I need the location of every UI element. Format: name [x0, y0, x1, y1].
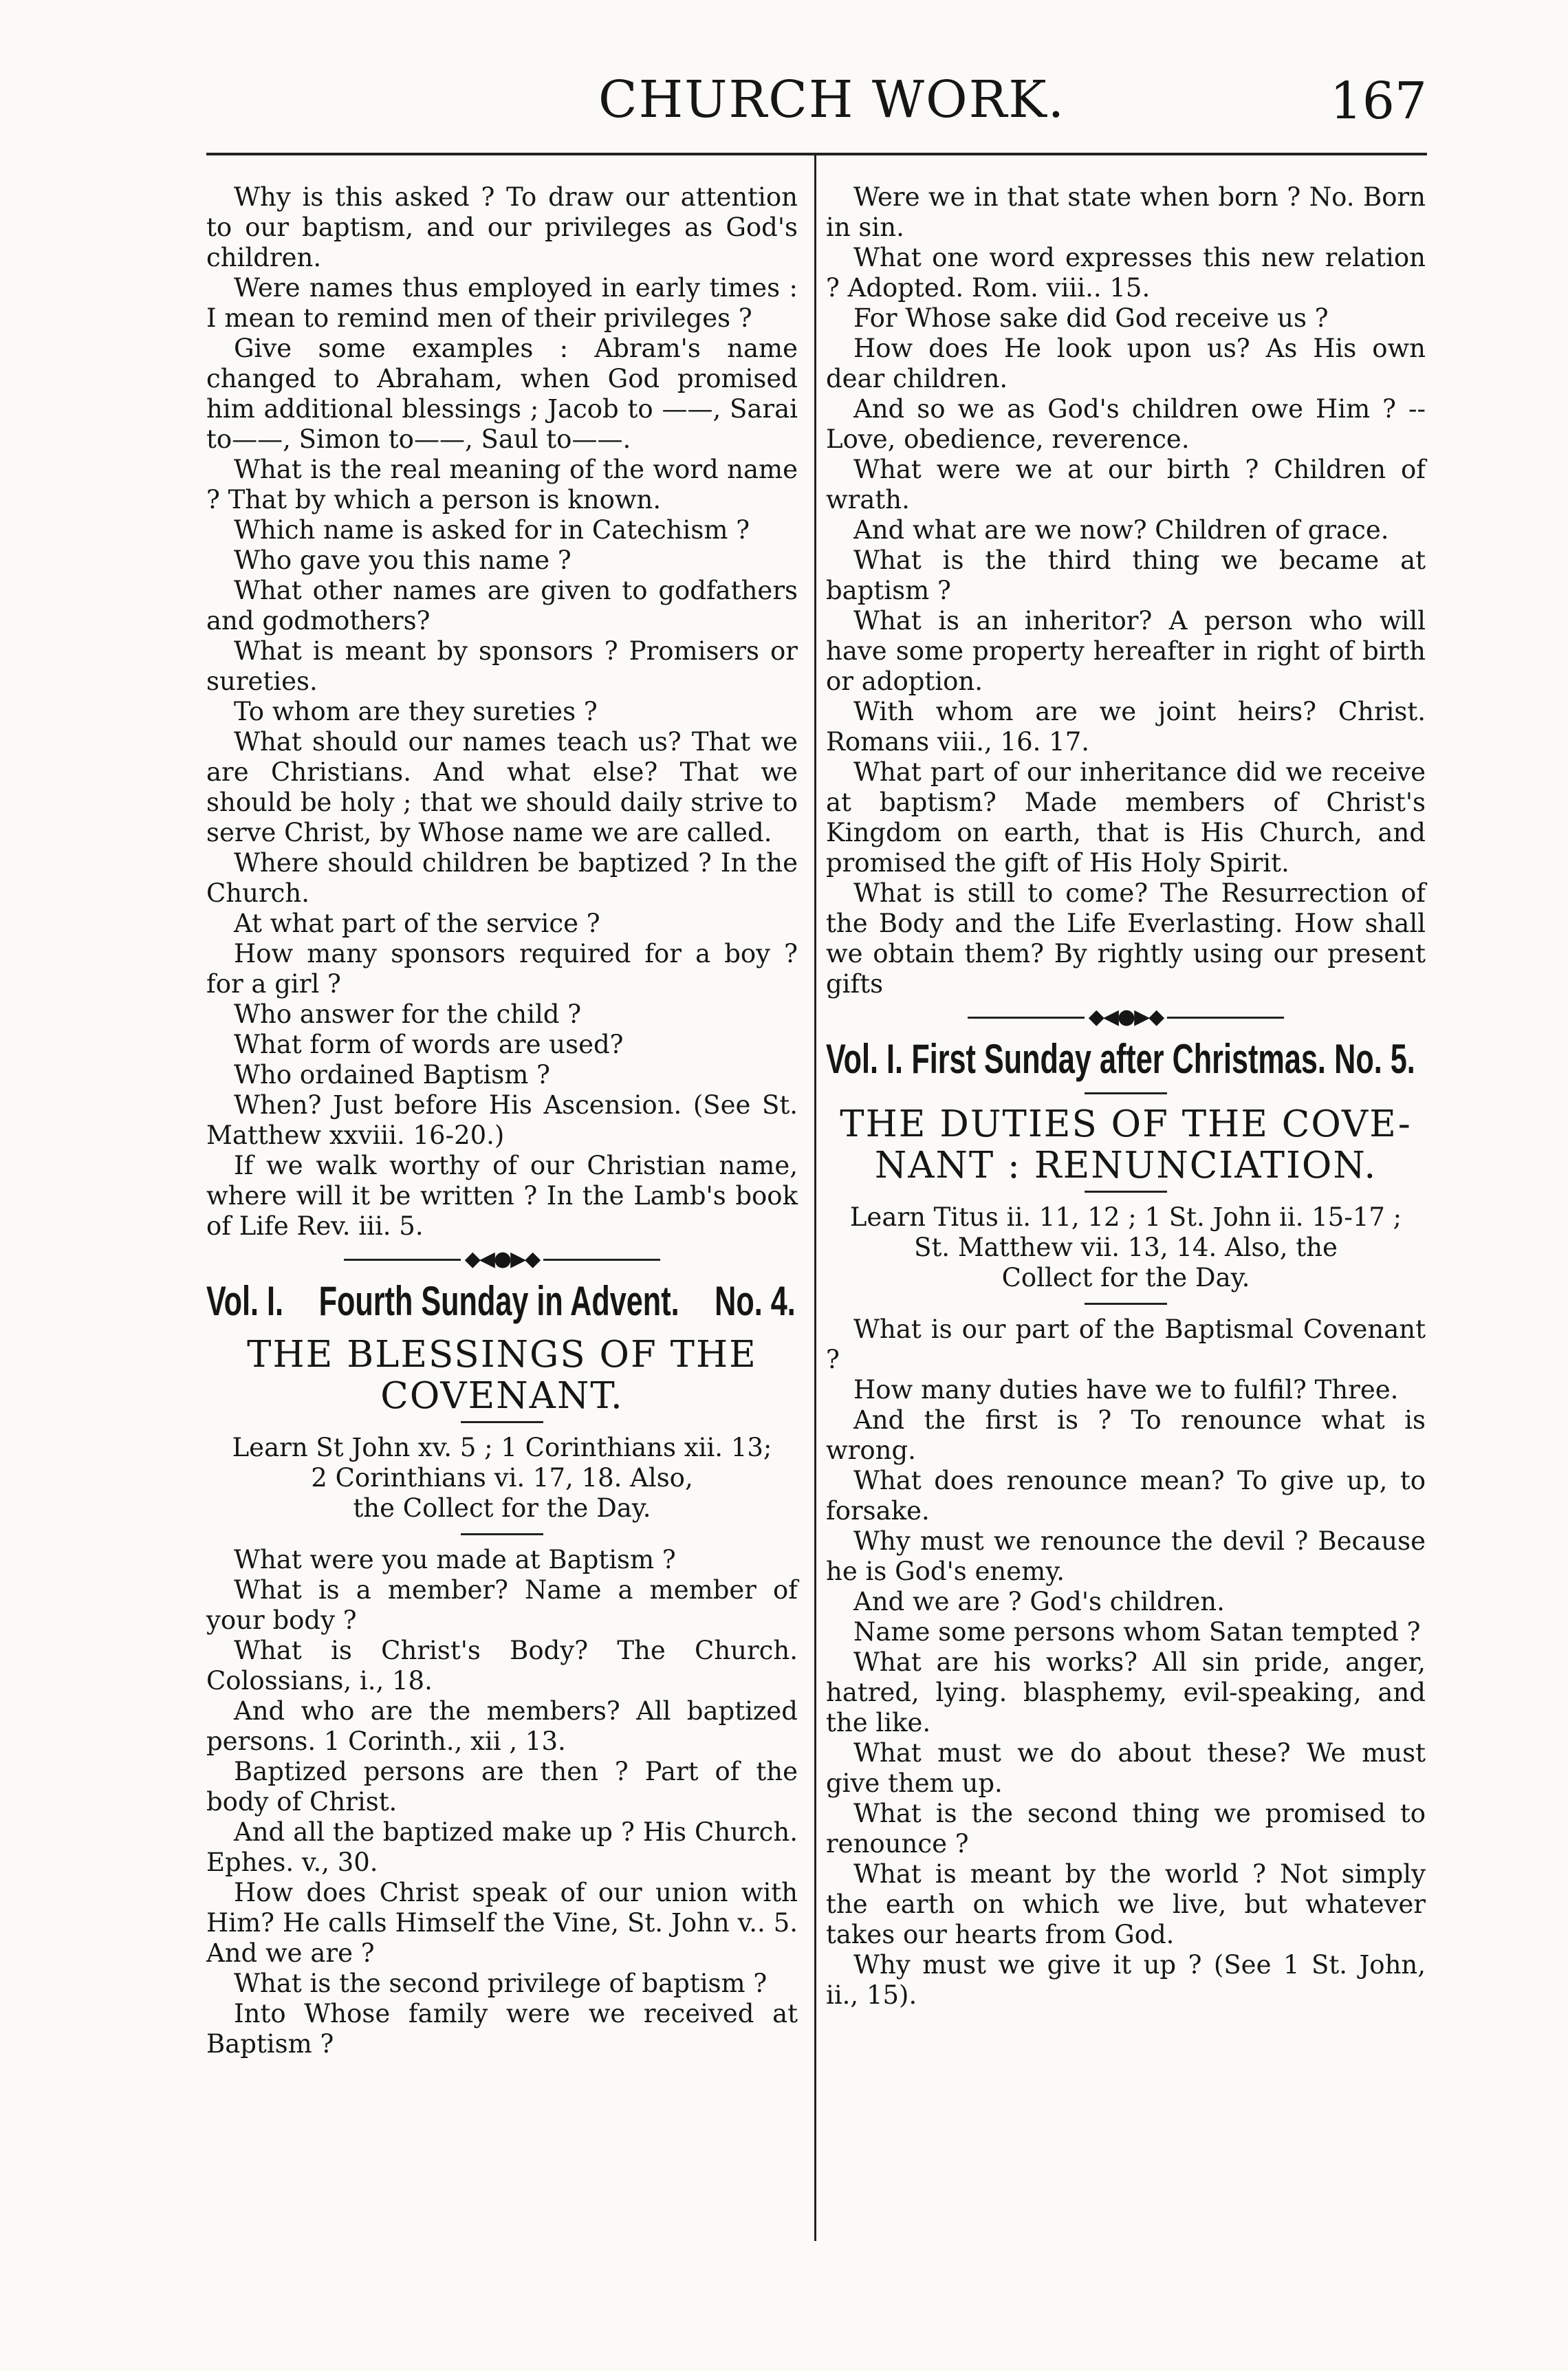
section-ornament [826, 1005, 1426, 1029]
left-column [206, 182, 798, 2059]
question-answer: Who ordained Baptism ? [234, 1060, 550, 1090]
question-answer: What one word expresses this new relation ? Adopted. Rom. viii.. 15. [826, 243, 1426, 303]
lesson-title-line: THE BLESSINGS OF THE [247, 1334, 757, 1376]
question-answer: And we are ? God's children. [853, 1587, 1225, 1616]
lesson-title-line: THE DUTIES OF THE COVE- [840, 1103, 1412, 1145]
question-answer: Baptized persons are then ? Part of the body of Christ. [206, 1757, 798, 1817]
learn-line: St. Matthew vii. 13, 14. Also, the [914, 1233, 1338, 1262]
question-answer: What is still to come? The Resurrection of the Body and the Life Everlasting. How shall we obtain them? By rightly using our present gifts [826, 878, 1426, 999]
question-answer: Why must we renounce the devil ? Because he is God's enemy. [826, 1526, 1426, 1586]
lesson-title [826, 1104, 1426, 1187]
question-answer: Who answer for the child ? [234, 999, 582, 1029]
right-column [826, 182, 1426, 2011]
question-answer: What is the second thing we promised to renounce ? [826, 1799, 1426, 1859]
question-answer: What other names are given to godfathers and godmothers? [206, 576, 798, 636]
learn-line: the Collect for the Day. [353, 1493, 651, 1523]
question-answer: What is the second privilege of baptism ? [234, 1969, 767, 1998]
lesson-sunday: First Sunday after Christmas. [911, 1036, 1326, 1082]
short-rule [1085, 1303, 1167, 1305]
learn-line: Learn St John xv. 5 ; 1 Corinthians xii. 13; [232, 1433, 772, 1462]
header-rule [206, 153, 1427, 155]
learn-references [826, 1202, 1426, 1293]
question-answer: How many duties have we to fulfil? Three. [853, 1375, 1399, 1405]
learn-references [206, 1433, 798, 1524]
page-number: 167 [1329, 72, 1427, 131]
question-answer: What is meant by sponsors ? Promisers or sureties. [206, 636, 798, 696]
question-answer: How does He look upon us? As His own dear children. [826, 334, 1426, 393]
question-answer: Into Whose family were we received at Baptism ? [206, 1999, 798, 2059]
question-answer: What should our names teach us? That we are Christians. And what else? That we should be holy ; that we should daily strive to serve Christ, by Whose name we are called. [206, 727, 798, 847]
lesson-number: No. 5. [1334, 1036, 1415, 1082]
question-answer: What is Christ's Body? The Church. Colossians, i., 18. [206, 1636, 798, 1696]
question-answer: Why is this asked ? To draw our attention to our baptism, and our privileges as God's children. [206, 182, 798, 272]
running-title: CHURCH WORK. [598, 70, 1066, 129]
left-catechism-continued [206, 182, 798, 1242]
question-answer: What is meant by the world ? Not simply the earth on which we live, but whatever takes our hearts from God. [826, 1859, 1426, 1949]
question-answer: What does renounce mean? To give up, to forsake. [826, 1466, 1426, 1526]
question-answer: And the first is ? To renounce what is wrong. [826, 1405, 1426, 1465]
question-answer: When? Just before His Ascension. (See St. Matthew xxviii. 16-20.) [206, 1090, 798, 1150]
section-ornament [206, 1247, 798, 1271]
question-answer: What is a member? Name a member of your body ? [206, 1575, 798, 1635]
lesson-number: No. 4. [715, 1278, 796, 1324]
question-answer: And so we as God's children owe Him ? --Love, obedience, reverence. [826, 394, 1426, 454]
question-answer: What part of our inheritance did we receive at baptism? Made members of Christ's Kingdom on earth, that is His Church, and promised the gift of His Holy Spirit. [826, 757, 1426, 878]
lesson-title-line: COVENANT. [380, 1375, 624, 1417]
question-answer: Which name is asked for in Catechism ? [234, 515, 750, 545]
question-answer: And all the baptized make up ? His Church. Ephes. v., 30. [206, 1817, 798, 1877]
question-answer: At what part of the service ? [234, 909, 600, 938]
lesson-sunday: Fourth Sunday in Advent. [318, 1278, 679, 1324]
question-answer: How many sponsors required for a boy ? for a girl ? [206, 939, 798, 999]
lesson-volume: Vol. I. [826, 1036, 904, 1082]
lesson-volume: Vol. I. [206, 1278, 284, 1324]
question-answer: What is an inheritor? A person who will have some property hereafter in right of birth or adoption. [826, 606, 1426, 696]
short-rule [1085, 1092, 1167, 1094]
question-answer: What is our part of the Baptismal Covenant ? [826, 1314, 1426, 1374]
question-answer: What is the third thing we became at baptism ? [826, 545, 1426, 605]
short-rule [461, 1533, 543, 1535]
right-catechism-continued [826, 182, 1426, 999]
question-answer: Name some persons whom Satan tempted ? [853, 1617, 1421, 1647]
question-answer: And what are we now? Children of grace. [853, 515, 1389, 545]
question-answer: What are his works? All sin pride, anger, hatred, lying. blasphemy, evil-speaking, and the like. [826, 1647, 1426, 1737]
lesson-heading [826, 1033, 1415, 1085]
question-answer: Give some examples : Abram's name changed to Abraham, when God promised him additional blessings ; Jacob to ——, Sarai to——, Simon to——, Saul to——. [206, 334, 798, 454]
page-header [0, 62, 1568, 138]
short-rule [461, 1421, 543, 1423]
question-answer: For Whose sake did God receive us ? [853, 303, 1329, 333]
lesson-title [206, 1334, 798, 1417]
question-answer: And who are the members? All baptized persons. 1 Corinth., xii , 13. [206, 1696, 798, 1756]
column-divider [814, 155, 816, 2241]
question-answer: What were you made at Baptism ? [234, 1545, 676, 1574]
learn-line: 2 Corinthians vi. 17, 18. Also, [311, 1463, 693, 1493]
question-answer: What is the real meaning of the word name ? That by which a person is known. [206, 455, 798, 515]
question-answer: What were we at our birth ? Children of wrath. [826, 455, 1426, 515]
question-answer: Were names thus employed in early times : I mean to remind men of their privileges ? [206, 273, 798, 333]
learn-line: Collect for the Day. [1001, 1263, 1250, 1292]
question-answer: If we walk worthy of our Christian name, where will it be written ? In the Lamb's book of Life Rev. iii. 5. [206, 1151, 798, 1241]
learn-line: Learn Titus ii. 11, 12 ; 1 St. John ii. 15-17 ; [849, 1202, 1402, 1232]
short-rule [1085, 1191, 1167, 1193]
left-lesson-questions [206, 1545, 798, 2059]
question-answer: Were we in that state when born ? No. Born in sin. [826, 182, 1426, 242]
lesson-title-line: NANT : RENUNCIATION. [874, 1145, 1378, 1187]
question-answer: What form of words are used? [234, 1030, 624, 1059]
right-lesson-questions [826, 1314, 1426, 2011]
lesson-heading [206, 1275, 796, 1328]
ornament-glyph: ◆◀●▶◆ [464, 1247, 540, 1271]
question-answer: How does Christ speak of our union with Him? He calls Himself the Vine, St. John v.. 5. And we are ? [206, 1878, 798, 1968]
question-answer: Where should children be baptized ? In the Church. [206, 848, 798, 908]
ornament-glyph: ◆◀●▶◆ [1088, 1005, 1164, 1029]
question-answer: Why must we give it up ? (See 1 St. John, ii., 15). [826, 1950, 1426, 2010]
question-answer: With whom are we joint heirs? Christ. Romans viii., 16. 17. [826, 697, 1426, 757]
question-answer: Who gave you this name ? [234, 545, 571, 575]
question-answer: To whom are they sureties ? [234, 697, 598, 726]
question-answer: What must we do about these? We must give them up. [826, 1738, 1426, 1798]
